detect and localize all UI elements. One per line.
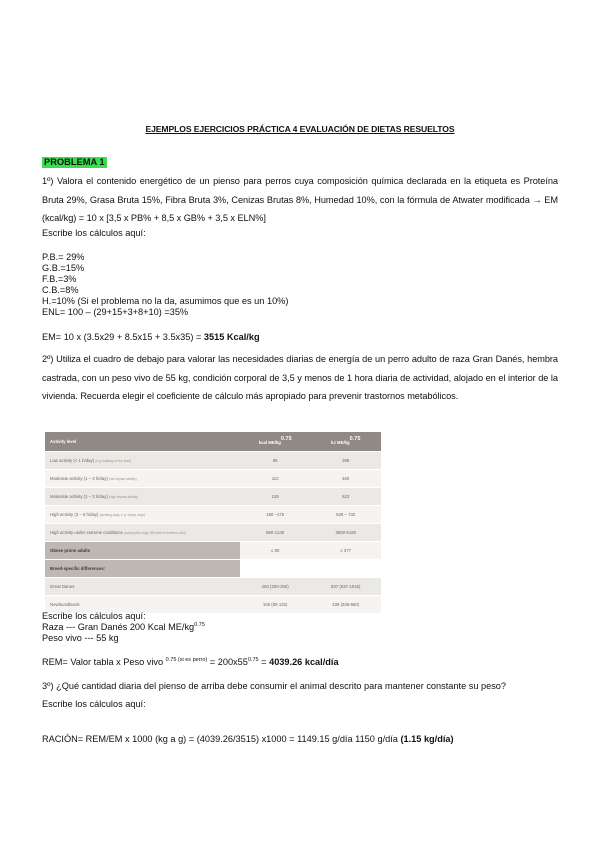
racion-result: (1.15 kg/día) — [400, 734, 454, 744]
table-row: Low activity (< 1 h/day) (e.g. walking on the lead) 95 398 — [45, 452, 381, 470]
rem-calculation: REM= Valor tabla x Peso vivo $^{0.75 (si es perro)} = 200x55^{0.75} = 4039.26$ kcal/día — [42, 657, 339, 667]
em-formula: EM= 10 x (3.5x29 + 8.5x15 + 3.5x35) = — [42, 332, 204, 342]
table-row-great-danes: Great Danes 200 (200-250) 837 (837-1046) — [45, 578, 381, 596]
table-row: Moderate activity (1 – 3 h/day) (low impact activity) 110 460 — [45, 470, 381, 488]
table-row: Moderate activity (1 – 3 h/day) (high impact activity) 125 523 — [45, 488, 381, 506]
table-row-newfoundlands: Newfoundlands 105 (80-132) 439 (335-550) — [45, 596, 381, 614]
table-row-breed-header: Breed-specific differences: — [45, 560, 381, 578]
question-3-text: 3º) ¿Qué cantidad diaria del pienso de arriba debe consumir el animal descrito para mantener constante su peso? — [42, 681, 507, 691]
value-fb: F.B.=3% — [42, 274, 77, 284]
value-enl: ENL= 100 – (29+15+3+8+10) =35% — [42, 307, 189, 317]
calc-prompt-2: Escribe los cálculos aquí: — [42, 611, 146, 621]
table-row: High activity (3 – 6 h/day) (working dogs, e.g. sheep dogs) 150 –175 628 – 732 — [45, 506, 381, 524]
table-header-activity: Activity level — [45, 432, 240, 452]
racion-calculation: RACIÓN= REM/EM x 1000 (kg a g) = (4039.26/3515) x1000 = 1149.15 g/día 1150 g/día (1.15 kg/día) — [42, 734, 454, 744]
peso-line: Peso vivo --- 55 kg — [42, 633, 119, 643]
value-cb: C.B.=8% — [42, 285, 79, 295]
table-row-obese: Obese prone adults ≤ 90 ≤ 377 — [45, 542, 381, 560]
question-2-text: 2º) Utiliza el cuadro de debajo para valorar las necesidades diarias de energía de un perro adulto de raza Gran Danés, hembra castrada, con un peso vivo de 55 kg, condición corporal de 3,5 y menos de 1 hora diaria de actividad, alojado en el interior de la vivienda. Recuerda elegir el coeficiente de cálculo más apropiado para prevenir trastornos metabólicos. — [42, 354, 558, 402]
value-h: H.=10% (Si el problema no la da, asumimos que es un 10%) — [42, 296, 289, 306]
em-calculation — [42, 332, 260, 344]
rem-result: 4039.26 kcal/día — [269, 657, 339, 667]
table-header-kj: kJ $ME/kg^{0.75}$ — [310, 432, 381, 452]
value-gb: G.B.=15% — [42, 263, 85, 273]
table-header-kcal: kcal $ME/kg^{0.75}$ — [240, 432, 311, 452]
table-header-row — [45, 432, 381, 452]
energy-requirements-table — [45, 432, 381, 614]
question-1-text: 1º) Valora el contenido energético de un pienso para perros cuya composición química declarada en la etiqueta es Proteína Bruta 29%, Grasa Bruta 15%, Fibra Bruta 3%, Cenizas Brutas 8%, Humedad 10%, con la fórmula de Atwater modificada → EM (kcal/kg) = 10 x [3,5 x PB% + 8,5 x GB% + 3,5 x ELN%] — [42, 176, 558, 224]
table-row: High activity under extreme conditions (racing sled dogs 168 km/d in extreme cold) 860-1240 3600-5190 — [45, 524, 381, 542]
calc-prompt-3: Escribe los cálculos aquí: — [42, 699, 146, 709]
document-title: EJEMPLOS EJERCICIOS PRÁCTICA 4 EVALUACIÓN DE DIETAS RESUELTOS — [145, 124, 455, 134]
value-pb: P.B.= 29% — [42, 252, 85, 262]
calc-prompt-1: Escribe los cálculos aquí: — [42, 228, 146, 238]
em-result: 3515 Kcal/kg — [203, 332, 260, 342]
problem-1-label: PROBLEMA 1 — [44, 157, 105, 167]
raza-line: Raza --- Gran Danés 200 Kcal $ME/kg^{0.75}$ — [42, 622, 205, 632]
